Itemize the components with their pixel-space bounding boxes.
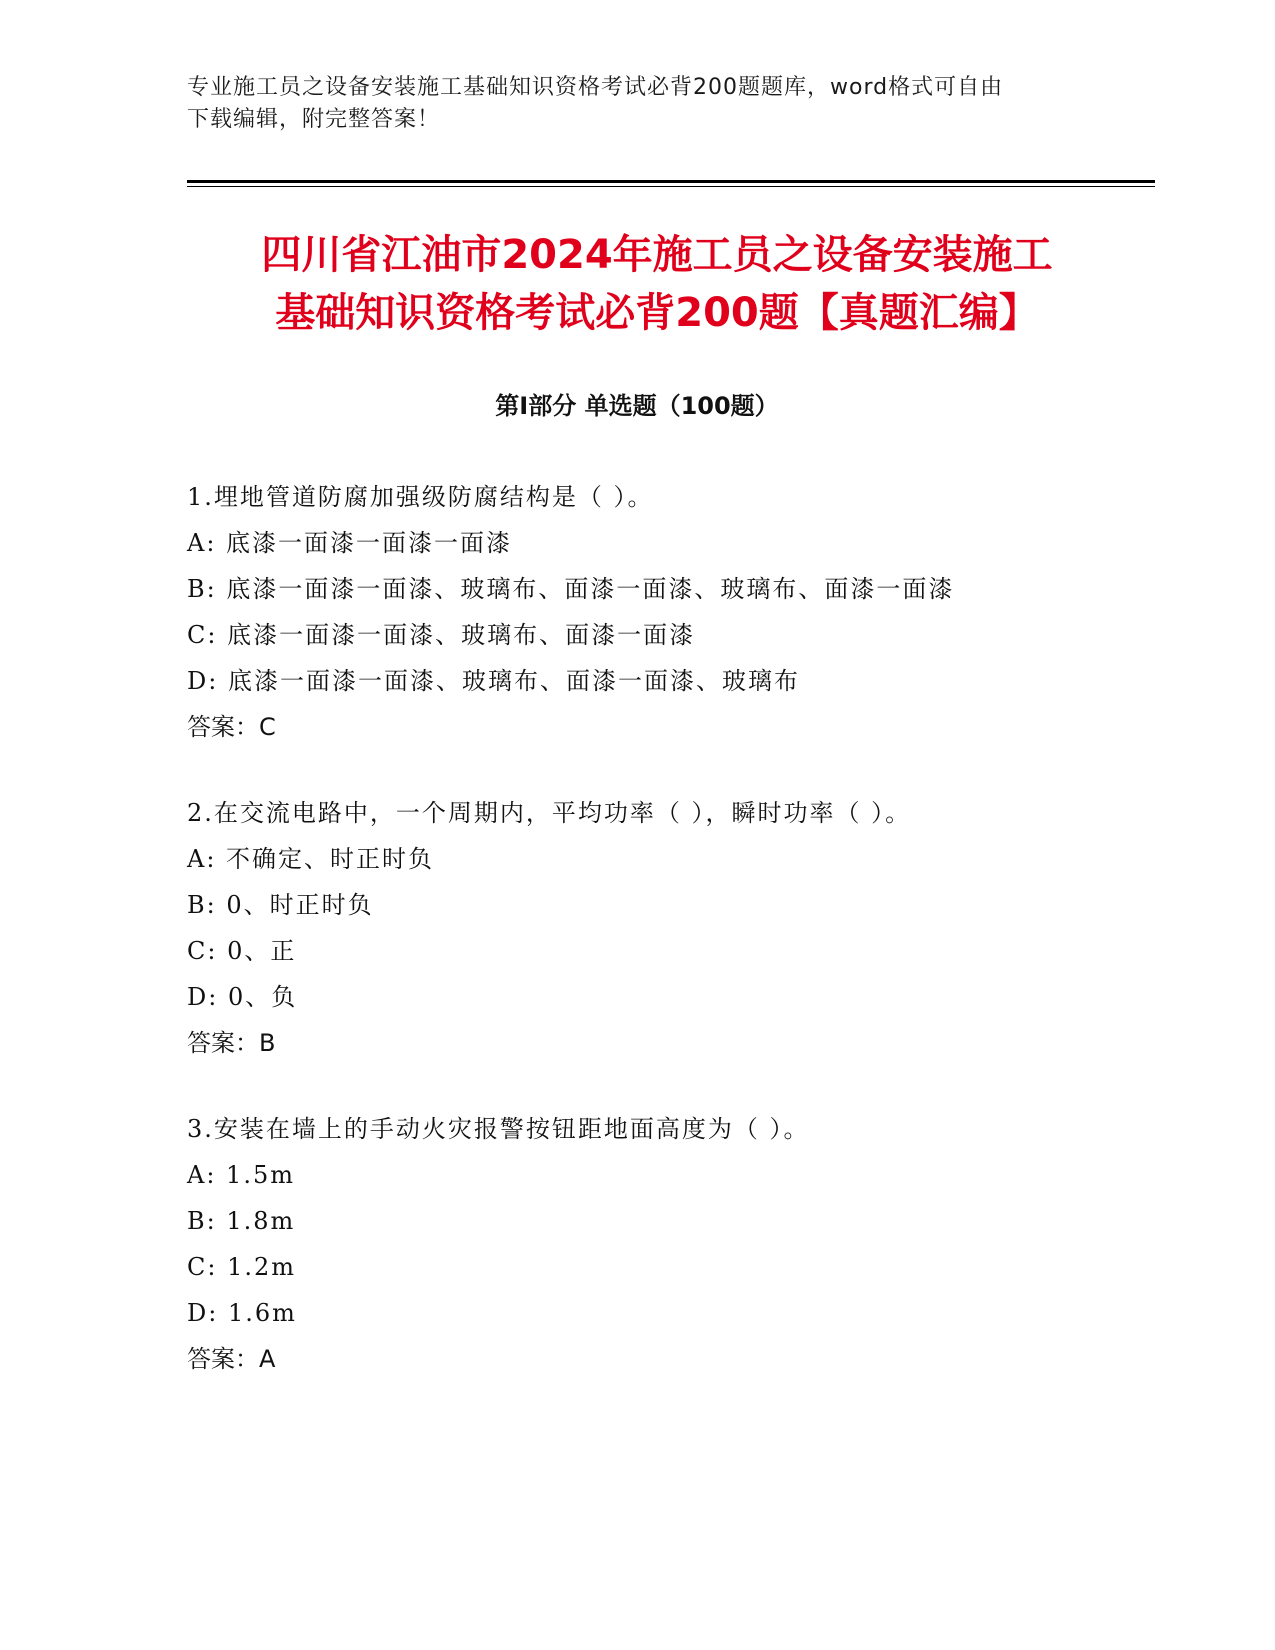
question-2 [187, 790, 1147, 1066]
option-a: A: 1.5m [187, 1161, 295, 1189]
header-divider-thin [187, 186, 1155, 187]
option-d: D: 底漆一面漆一面漆、玻璃布、面漆一面漆、玻璃布 [187, 667, 800, 695]
question-stem: 1.埋地管道防腐加强级防腐结构是（ ）。 [187, 483, 654, 511]
intro-text [187, 72, 1087, 136]
intro-line-2: 下载编辑，附完整答案！ [187, 107, 441, 132]
option-a: A: 底漆一面漆一面漆一面漆 [187, 529, 513, 557]
header-divider-thick [187, 180, 1155, 183]
question-list [187, 474, 1147, 1422]
question-stem: 2.在交流电路中，一个周期内，平均功率（ ），瞬时功率（ ）。 [187, 799, 912, 827]
question-1 [187, 474, 1147, 750]
title-line-2: 基础知识资格考试必背200题【真题汇编】 [275, 290, 1039, 336]
section-title: 第Ⅰ部分 单选题（100题） [495, 392, 779, 420]
option-d: D: 1.6m [187, 1299, 297, 1327]
question-3 [187, 1106, 1147, 1382]
question-stem: 3.安装在墙上的手动火灾报警按钮距地面高度为（ ）。 [187, 1115, 810, 1143]
option-c: C: 底漆一面漆一面漆、玻璃布、面漆一面漆 [187, 621, 696, 649]
option-d: D: 0、负 [187, 983, 298, 1011]
intro-line-1: 专业施工员之设备安装施工基础知识资格考试必背200题题库，word格式可自由 [187, 75, 1004, 100]
option-c: C: 0、正 [187, 937, 297, 965]
title-line-1: 四川省江油市2024年施工员之设备安装施工 [261, 232, 1053, 278]
document-title [187, 226, 1127, 342]
option-b: B: 底漆一面漆一面漆、玻璃布、面漆一面漆、玻璃布、面漆一面漆 [187, 575, 955, 603]
answer: 答案：B [187, 1029, 276, 1057]
option-b: B: 1.8m [187, 1207, 296, 1235]
option-b: B: 0、时正时负 [187, 891, 374, 919]
option-c: C: 1.2m [187, 1253, 297, 1281]
answer: 答案：A [187, 1345, 276, 1373]
answer: 答案：C [187, 713, 276, 741]
option-a: A: 不确定、时正时负 [187, 845, 435, 873]
